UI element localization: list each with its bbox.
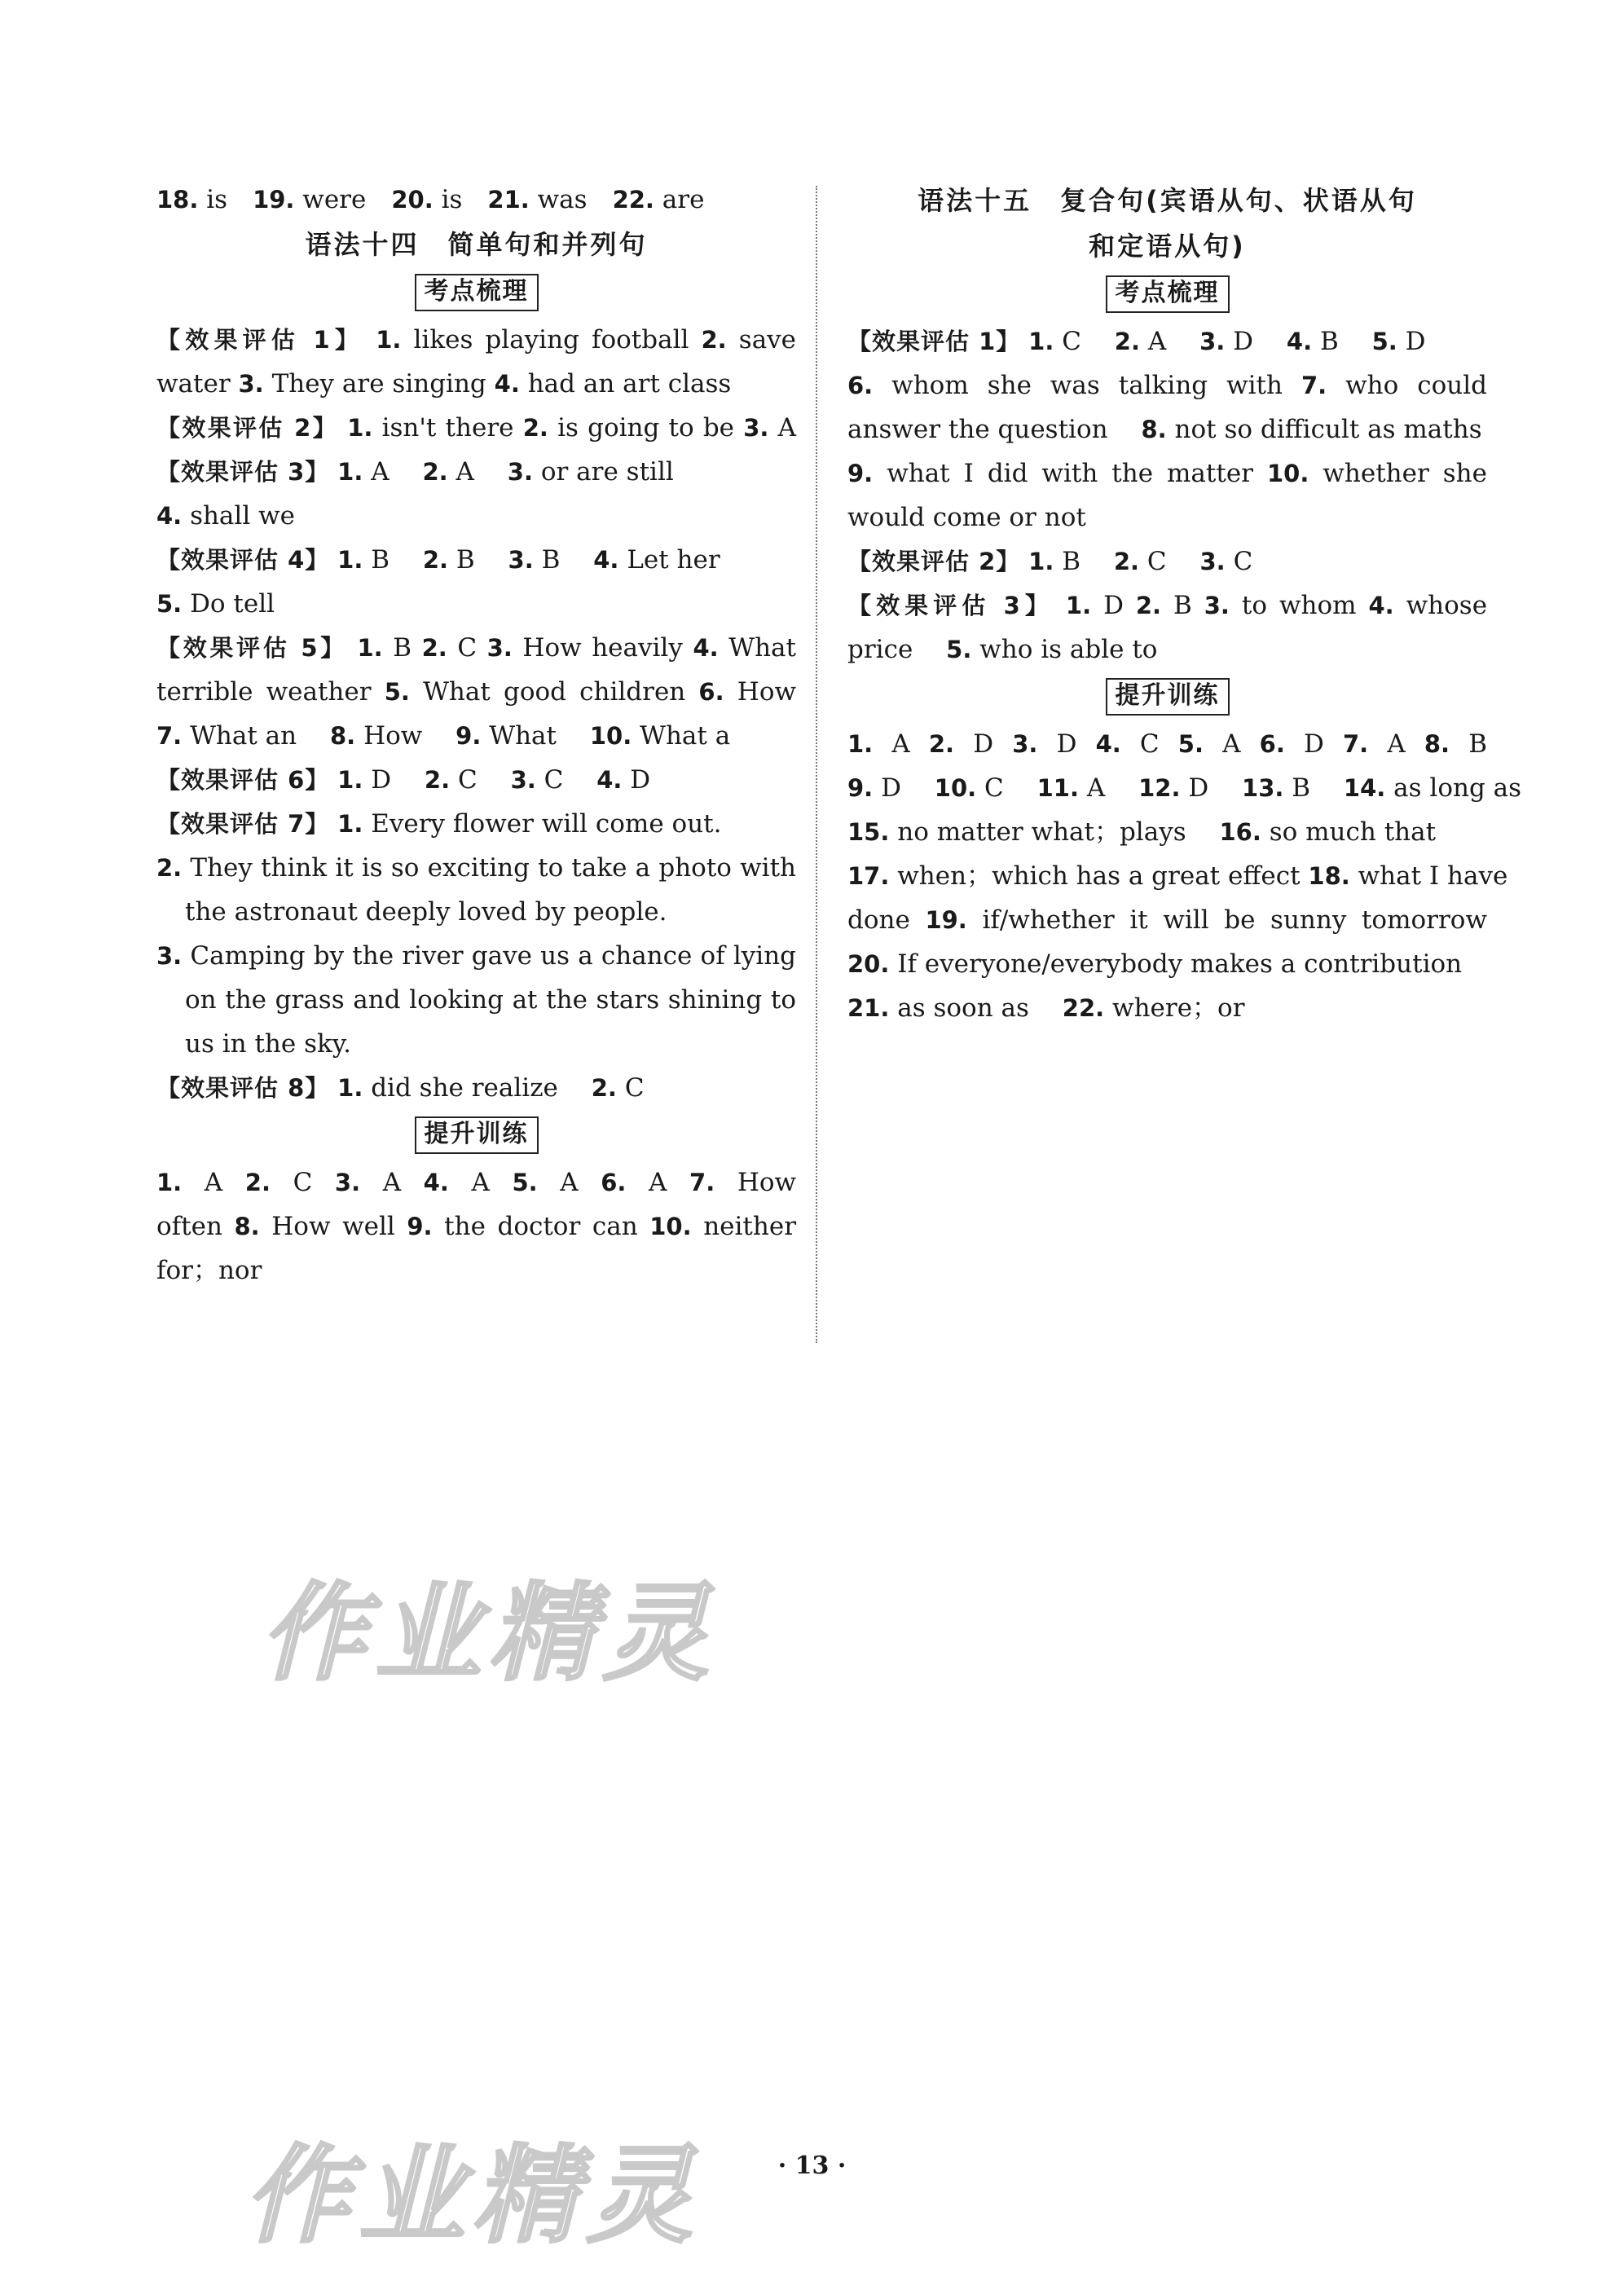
question-number: 4. bbox=[593, 546, 619, 574]
answer-text: as soon as bbox=[897, 993, 1054, 1023]
answer-line bbox=[847, 766, 1522, 810]
answer-text: How bbox=[737, 1168, 797, 1197]
question-number: 17. bbox=[847, 862, 890, 890]
answer-line bbox=[156, 802, 796, 846]
answer-line bbox=[847, 584, 1487, 628]
box-wrap bbox=[156, 267, 796, 318]
question-number: 9. bbox=[456, 722, 482, 750]
answer-text: A bbox=[560, 1168, 601, 1197]
answer-text: often bbox=[156, 1212, 235, 1241]
question-number: 6. bbox=[698, 678, 724, 706]
answer-text: C bbox=[293, 1168, 335, 1197]
question-number: 6. bbox=[601, 1169, 627, 1196]
answer-line bbox=[156, 934, 796, 978]
answer-text: C bbox=[1139, 729, 1178, 759]
answer-text: shall we bbox=[190, 501, 295, 531]
answer-text: What a bbox=[640, 721, 731, 751]
answer-line bbox=[156, 714, 796, 758]
answer-text: answer the question bbox=[847, 415, 1133, 444]
answer-text: D bbox=[1188, 773, 1235, 803]
question-number: 20. bbox=[391, 186, 434, 214]
answer-text: Do tell bbox=[190, 589, 275, 619]
question-number: 5. bbox=[384, 678, 410, 706]
answer-text: so much that bbox=[1269, 817, 1437, 847]
watermark-logo: 作业精灵 bbox=[261, 1571, 718, 1695]
answer-text: D bbox=[1303, 729, 1343, 759]
answer-text: A bbox=[471, 1168, 513, 1197]
answer-text: was bbox=[529, 185, 588, 214]
question-number: 12. bbox=[1138, 774, 1181, 802]
answer-text: for；nor bbox=[156, 1256, 262, 1285]
answer-text: whether she bbox=[1323, 459, 1487, 488]
question-number: 9. bbox=[407, 1213, 433, 1240]
answer-text: us in the sky. bbox=[185, 1029, 352, 1059]
answer-text: what I have bbox=[1358, 861, 1508, 891]
answer-line bbox=[156, 538, 796, 582]
answer-text: if/whether it will be sunny tomorrow bbox=[982, 905, 1487, 935]
answer-text: is bbox=[198, 185, 228, 214]
answer-text: C bbox=[624, 1073, 645, 1103]
question-number: 6. bbox=[1259, 730, 1285, 758]
question-number: 2. bbox=[424, 766, 451, 794]
answer-text: How well bbox=[271, 1212, 407, 1241]
question-number: 4. bbox=[423, 1169, 449, 1196]
answer-line bbox=[156, 362, 796, 406]
answer-text: were bbox=[294, 185, 367, 214]
answer-line bbox=[156, 318, 796, 362]
answer-text: B bbox=[371, 545, 415, 575]
question-number: 13. bbox=[1242, 774, 1284, 802]
box-wrap bbox=[847, 672, 1487, 722]
answer-text: price bbox=[847, 635, 939, 664]
question-number: 14. bbox=[1343, 774, 1386, 802]
answer-text: or are still bbox=[540, 457, 674, 487]
question-number: 4. bbox=[693, 634, 719, 662]
answer-text: to whom bbox=[1241, 591, 1369, 620]
answer-text: neither bbox=[703, 1212, 797, 1241]
question-number: 20. bbox=[847, 950, 890, 978]
answer-line bbox=[156, 846, 796, 890]
answer-line bbox=[156, 406, 796, 450]
question-number: 2. bbox=[591, 1074, 617, 1102]
answer-text: D bbox=[630, 765, 651, 795]
answer-line bbox=[847, 942, 1487, 986]
answer-line bbox=[847, 986, 1487, 1030]
answer-text: is going to be bbox=[557, 413, 744, 443]
question-number: 8. bbox=[330, 722, 356, 750]
question-number: 8. bbox=[1424, 730, 1450, 758]
question-number: 3. bbox=[507, 458, 533, 486]
answer-text: on the grass and looking at the stars shining to bbox=[185, 985, 796, 1015]
answer-line bbox=[156, 670, 796, 714]
watermark-logo: 作业精灵 bbox=[244, 2134, 702, 2257]
question-number: 1. bbox=[337, 766, 363, 794]
column-divider bbox=[816, 186, 817, 1343]
answer-line bbox=[156, 1160, 796, 1204]
right-column bbox=[847, 178, 1522, 1030]
answer-line bbox=[156, 626, 796, 670]
question-number: 4. bbox=[156, 502, 183, 530]
question-number: 1. bbox=[156, 1169, 183, 1196]
answer-text: C bbox=[1233, 547, 1253, 576]
question-number: 1. bbox=[1065, 592, 1092, 619]
answer-text: water bbox=[156, 369, 239, 399]
question-number: 2. bbox=[928, 730, 955, 758]
answer-text: What an bbox=[190, 721, 323, 751]
answer-text: How bbox=[363, 721, 448, 751]
answer-line bbox=[156, 1066, 796, 1110]
section-title-15-line1: 语法十五 复合句(宾语从句、状语从句 bbox=[918, 185, 1417, 216]
answer-text: would come or not bbox=[847, 503, 1086, 532]
assessment-tag: 【效果评估 3】 bbox=[156, 458, 330, 486]
answer-text: If everyone/everybody makes a contribution bbox=[897, 949, 1463, 979]
answer-line bbox=[847, 319, 1487, 363]
answer-text: are bbox=[654, 185, 705, 214]
answer-text: what I did with the matter bbox=[887, 459, 1267, 488]
question-number: 10. bbox=[589, 722, 632, 750]
answer-text: C bbox=[984, 773, 1029, 803]
answer-text: no matter what；plays bbox=[897, 817, 1212, 847]
question-number: 1. bbox=[1028, 328, 1054, 355]
answer-text: B bbox=[1292, 773, 1336, 803]
question-number: 4. bbox=[1095, 730, 1121, 758]
question-number: 11. bbox=[1036, 774, 1079, 802]
question-number: 1. bbox=[337, 458, 363, 486]
question-number: 3. bbox=[743, 414, 769, 442]
answer-text: What bbox=[728, 633, 796, 663]
question-number: 4. bbox=[596, 766, 623, 794]
answer-text: who could bbox=[1345, 371, 1487, 400]
question-number: 7. bbox=[1342, 730, 1369, 758]
answer-text: not so difficult as maths bbox=[1174, 415, 1482, 444]
answer-text: D bbox=[371, 765, 417, 795]
answer-text: C bbox=[457, 765, 503, 795]
assessment-tag: 【效果评估 5】 bbox=[156, 634, 347, 662]
assessment-tag: 【效果评估 8】 bbox=[156, 1074, 330, 1102]
question-number: 5. bbox=[946, 636, 972, 663]
answer-text: who is able to bbox=[979, 635, 1158, 664]
question-number: 18. bbox=[1308, 862, 1350, 890]
question-number: 16. bbox=[1219, 818, 1261, 846]
question-number: 8. bbox=[1141, 416, 1167, 443]
question-number: 5. bbox=[512, 1169, 538, 1196]
answer-text: when；which has a great effect bbox=[897, 861, 1309, 891]
answer-line bbox=[847, 451, 1487, 495]
assessment-tag: 【效果评估 6】 bbox=[156, 766, 330, 794]
answer-text: They are singing bbox=[271, 369, 495, 399]
answer-text: D bbox=[1056, 729, 1096, 759]
answer-text: is bbox=[433, 185, 463, 214]
question-number: 21. bbox=[487, 186, 530, 214]
answer-text: A bbox=[891, 729, 929, 759]
answer-line-top bbox=[156, 178, 796, 222]
question-number: 2. bbox=[522, 414, 548, 442]
answer-text: What good children bbox=[423, 677, 699, 707]
answer-text: B bbox=[541, 545, 586, 575]
answer-text: C bbox=[1146, 547, 1192, 576]
answer-text: whose bbox=[1406, 591, 1488, 620]
question-number: 2. bbox=[422, 546, 449, 574]
assessment-tag: 【效果评估 2】 bbox=[156, 414, 338, 442]
answer-text: A bbox=[1222, 729, 1260, 759]
answer-text: D bbox=[1103, 591, 1136, 620]
question-number: 7. bbox=[689, 1169, 715, 1196]
answer-text: C bbox=[544, 765, 589, 795]
answer-text: D bbox=[973, 729, 1013, 759]
question-number: 2. bbox=[1135, 592, 1162, 619]
answer-text: did she realize bbox=[371, 1073, 583, 1103]
question-number: 6. bbox=[847, 372, 874, 399]
page-number: · 13 · bbox=[777, 2151, 847, 2180]
question-number: 2. bbox=[701, 326, 727, 354]
boxed-heading-tisheng: 提升训练 bbox=[1106, 678, 1230, 716]
answer-text: A bbox=[1086, 773, 1131, 803]
left-column bbox=[156, 178, 796, 1293]
box-wrap bbox=[847, 269, 1487, 319]
question-number: 5. bbox=[156, 590, 183, 618]
answer-line bbox=[847, 495, 1487, 539]
section-title-15-line2: 和定语从句) bbox=[1089, 231, 1246, 262]
answer-line bbox=[156, 1248, 796, 1293]
answer-text: A bbox=[1387, 729, 1424, 759]
answer-line bbox=[847, 628, 1487, 672]
question-number: 8. bbox=[234, 1213, 260, 1240]
answer-text: How heavily bbox=[522, 633, 693, 663]
answer-line bbox=[847, 407, 1487, 451]
question-number: 10. bbox=[934, 774, 977, 802]
question-number: 1. bbox=[357, 634, 383, 662]
answer-text: D bbox=[1405, 327, 1426, 356]
answer-text: B bbox=[1468, 729, 1487, 759]
answer-lines bbox=[847, 319, 1487, 672]
question-number: 3. bbox=[334, 1169, 361, 1196]
question-number: 9. bbox=[847, 460, 874, 487]
question-number: 1. bbox=[376, 326, 402, 354]
answer-text: A bbox=[777, 413, 797, 443]
answer-text: B bbox=[456, 545, 500, 575]
question-number: 3. bbox=[508, 546, 534, 574]
answer-text: Camping by the river gave us a chance of lying bbox=[190, 941, 797, 971]
answer-text: A bbox=[456, 457, 500, 487]
question-number: 4. bbox=[1368, 592, 1394, 619]
answer-text: Let her bbox=[627, 545, 720, 575]
answer-text: whom she was talking with bbox=[891, 371, 1301, 400]
answer-text: Every flower will come out. bbox=[371, 809, 722, 839]
question-number: 2. bbox=[156, 854, 183, 882]
answer-line bbox=[847, 898, 1487, 942]
question-number: 1. bbox=[847, 730, 874, 758]
question-number: 1. bbox=[347, 414, 373, 442]
question-number: 3. bbox=[1199, 328, 1226, 355]
answer-text: A bbox=[371, 457, 415, 487]
answer-text: C bbox=[457, 633, 487, 663]
question-number: 4. bbox=[494, 370, 520, 398]
answer-line bbox=[156, 582, 796, 626]
question-number: 3. bbox=[1012, 730, 1038, 758]
question-number: 3. bbox=[1199, 548, 1226, 575]
question-number: 22. bbox=[1062, 994, 1105, 1022]
answer-text: D bbox=[1233, 327, 1279, 356]
answer-text: save bbox=[738, 325, 797, 355]
question-number: 7. bbox=[1301, 372, 1327, 399]
boxed-heading-kaodian: 考点梳理 bbox=[1106, 275, 1230, 313]
answer-line bbox=[156, 758, 796, 802]
answer-text: A bbox=[382, 1168, 424, 1197]
answer-lines bbox=[156, 318, 796, 1110]
question-number: 9. bbox=[847, 774, 874, 802]
answer-text: the astronaut deeply loved by people. bbox=[185, 897, 667, 927]
section-title-14: 语法十四 简单句和并列句 bbox=[305, 229, 648, 260]
answer-line bbox=[156, 1022, 796, 1066]
answer-text: C bbox=[1062, 327, 1107, 356]
question-number: 15. bbox=[847, 818, 890, 846]
answer-text: B bbox=[393, 633, 422, 663]
answer-text: done bbox=[847, 905, 926, 935]
answer-lines bbox=[156, 1160, 796, 1293]
answer-line bbox=[156, 1204, 796, 1248]
answer-text: where；or bbox=[1112, 993, 1245, 1023]
question-number: 1. bbox=[337, 546, 363, 574]
question-number: 21. bbox=[847, 994, 890, 1022]
question-number: 1. bbox=[1028, 548, 1054, 575]
assessment-tag: 【效果评估 2】 bbox=[847, 548, 1021, 575]
question-number: 2. bbox=[1114, 328, 1140, 355]
answer-text: D bbox=[881, 773, 926, 803]
question-number: 2. bbox=[422, 458, 448, 486]
answer-line bbox=[847, 363, 1487, 407]
answer-line bbox=[847, 854, 1508, 898]
answer-line bbox=[156, 494, 796, 538]
question-number: 18. bbox=[156, 186, 199, 214]
question-number: 19. bbox=[253, 186, 295, 214]
question-number: 19. bbox=[925, 906, 967, 934]
question-number: 3. bbox=[1204, 592, 1230, 619]
question-number: 7. bbox=[156, 722, 183, 750]
question-number: 3. bbox=[238, 370, 264, 398]
answer-text: terrible weather bbox=[156, 677, 385, 707]
question-number: 1. bbox=[337, 810, 363, 838]
answer-text: had an art class bbox=[527, 369, 732, 399]
answer-text: the doctor can bbox=[444, 1212, 650, 1241]
boxed-heading-tisheng: 提升训练 bbox=[415, 1116, 539, 1154]
assessment-tag: 【效果评估 1】 bbox=[156, 326, 364, 354]
answer-line bbox=[156, 890, 796, 934]
question-number: 3. bbox=[510, 766, 536, 794]
answer-line bbox=[847, 539, 1487, 584]
boxed-heading-kaodian: 考点梳理 bbox=[415, 274, 539, 311]
answer-line bbox=[847, 722, 1487, 766]
question-number: 2. bbox=[244, 1169, 271, 1196]
answer-text: They think it is so exciting to take a photo with bbox=[190, 853, 796, 883]
assessment-tag: 【效果评估 4】 bbox=[156, 546, 330, 574]
question-number: 3. bbox=[156, 942, 183, 970]
answer-text: as long as bbox=[1393, 773, 1522, 803]
answer-text: B bbox=[1173, 591, 1204, 620]
question-number: 2. bbox=[1113, 548, 1140, 575]
answer-text: B bbox=[1319, 327, 1364, 356]
question-number: 5. bbox=[1177, 730, 1204, 758]
assessment-tag: 【效果评估 3】 bbox=[847, 592, 1054, 619]
answer-text: A bbox=[649, 1168, 690, 1197]
question-number: 4. bbox=[1286, 328, 1313, 355]
answer-text: A bbox=[204, 1168, 245, 1197]
answer-lines bbox=[847, 722, 1522, 1030]
answer-text: How bbox=[737, 677, 797, 707]
box-wrap bbox=[156, 1110, 796, 1160]
answer-text: What bbox=[489, 721, 582, 751]
answer-text: likes playing football bbox=[413, 325, 702, 355]
answer-text: A bbox=[1147, 327, 1192, 356]
question-number: 3. bbox=[486, 634, 513, 662]
assessment-tag: 【效果评估 7】 bbox=[156, 810, 330, 838]
question-number: 2. bbox=[421, 634, 447, 662]
answer-line bbox=[156, 450, 796, 494]
question-number: 22. bbox=[612, 186, 654, 214]
answer-text: B bbox=[1062, 547, 1106, 576]
question-number: 10. bbox=[1266, 460, 1309, 487]
answer-text: isn't there bbox=[381, 413, 523, 443]
answer-line bbox=[156, 978, 796, 1022]
answer-line bbox=[847, 810, 1487, 854]
assessment-tag: 【效果评估 1】 bbox=[847, 328, 1021, 355]
question-number: 5. bbox=[1371, 328, 1397, 355]
question-number: 1. bbox=[337, 1074, 363, 1102]
question-number: 10. bbox=[649, 1213, 692, 1240]
